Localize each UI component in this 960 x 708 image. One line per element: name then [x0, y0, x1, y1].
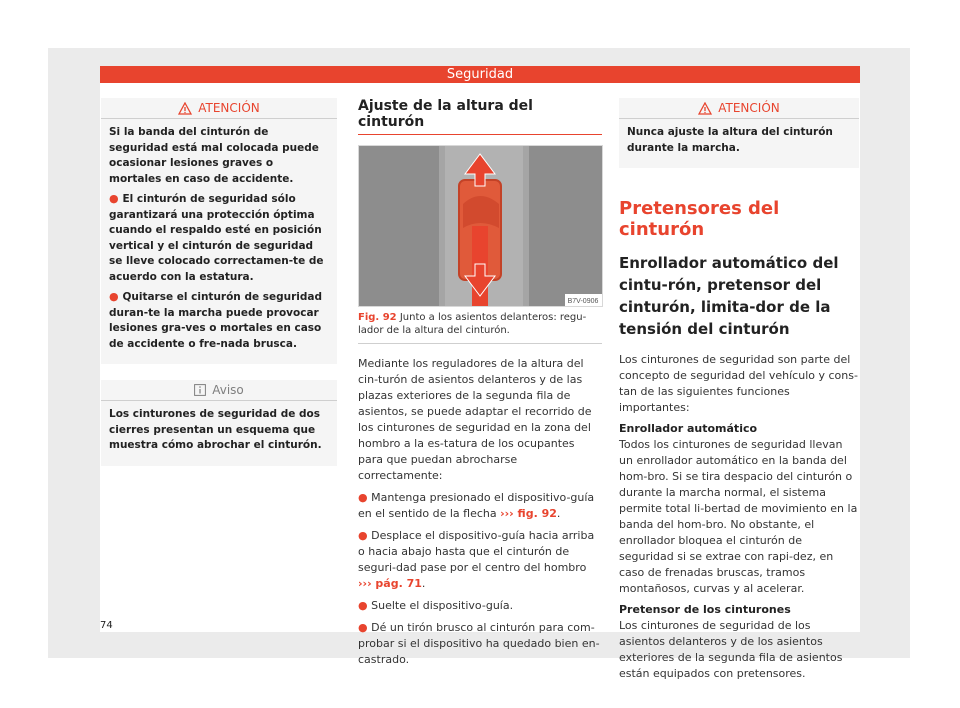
middle-column — [358, 98, 602, 674]
pretensores-title: Pretensores del cinturón — [619, 198, 780, 240]
pretensores-intro: Los cinturones de seguridad son parte del concepto de seguridad del vehículo y cons-tan de las siguientes funciones importantes: — [619, 353, 858, 414]
bullet-icon: ● — [109, 192, 123, 205]
pretensor-text: Los cinturones de seguridad de los asientos delanteros y de los asientos exteriores de la segunda fila de asientos están equipados con pretensores. — [619, 619, 843, 680]
enrollador-heading: Enrollador automático — [619, 422, 758, 435]
warning-text-2: Nunca ajuste la altura del cinturón durante la marcha. — [627, 126, 833, 154]
right-column — [619, 98, 859, 688]
pretensor-heading: Pretensor de los cinturones — [619, 603, 791, 616]
info-icon — [194, 384, 206, 396]
figure-caption-text: Junto a los asientos delanteros: regu-lador de la altura del cinturón. — [358, 312, 587, 336]
figure-label: Fig. 92 — [358, 312, 397, 323]
warning-title: ATENCIÓN — [198, 101, 260, 115]
page-header: Seguridad — [100, 66, 860, 83]
figure-caption — [358, 307, 602, 344]
bullet-icon: ● — [109, 290, 123, 303]
aviso-text: Los cinturones de seguridad de dos cierres presentan un esquema que muestra cómo abrochar el cinturón. — [109, 408, 322, 451]
aviso-header — [101, 380, 337, 401]
step-item: ● Dé un tirón brusco al cinturón para com-probar si el dispositivo ha quedado bien en-castrado. — [358, 621, 600, 666]
enrollador-text: Todos los cinturones de seguridad llevan un enrollador automático en la banda del hom-bro. Si se tira despacio del cinturón o durante la marcha normal, el sistema permite total li-bertad de movimiento en la banda del hom-bro. No obstante, el enrollador bloquea el cinturón de seguridad si se extrae con rapi-dez, en caso de frenadas bruscas, tramos montañosos, curvas y al acelerar. — [619, 438, 858, 595]
warning-body-2 — [619, 119, 859, 168]
warning-body — [101, 119, 337, 364]
pretensores-subtitle: Enrollador automático del cintu-rón, pretensor del cinturón, limita-dor de la tensión del cinturón — [619, 254, 839, 338]
warning-icon — [178, 102, 192, 115]
warning-intro: Si la banda del cinturón de seguridad está mal colocada puede ocasionar lesiones graves o mortales en caso de accidente. — [109, 126, 319, 185]
warning-bullet: ● El cinturón de seguridad sólo garantizará una protección óptima cuando el respaldo esté en posición vertical y el cinturón de seguridad se lleve colocado correctamen-te de acuerdo con la estatura. — [109, 192, 324, 283]
section-intro: Mediante los reguladores de la altura del cin-turón de asientos delanteros y de las plazas exteriores de la segunda fila de asientos, se puede adaptar el recorrido de los cinturones de seguridad en la zona del hombro a la es-tatura de los ocupantes para que puedan abrocharse correctamente: — [358, 357, 592, 482]
warning-title-2: ATENCIÓN — [718, 101, 780, 115]
warning-header — [101, 98, 337, 119]
section-title: Ajuste de la altura del cinturón — [358, 98, 602, 135]
fig-92-link[interactable]: ››› fig. 92 — [500, 507, 557, 520]
warning-box — [101, 98, 337, 364]
step-item: ● Mantenga presionado el dispositivo-guía en el sentido de la flecha ››› fig. 92. — [358, 491, 595, 520]
step-item: ● Desplace el dispositivo-guía hacia arriba o hacia abajo hasta que el cinturón de seguri-dad pase por el centro del hombro ››› pág. 71. — [358, 529, 595, 590]
aviso-box — [101, 380, 337, 466]
page-71-link[interactable]: ››› pág. 71 — [358, 577, 422, 590]
aviso-title: Aviso — [212, 383, 244, 397]
warning-icon — [698, 102, 712, 115]
step-item: ● Suelte el dispositivo-guía. — [358, 599, 514, 612]
warning-box-2 — [619, 98, 859, 168]
figure-code: B7V-0906 — [567, 298, 599, 305]
warning-bullet: ● Quitarse el cinturón de seguridad duran-te la marcha puede provocar lesiones gra-ves o mortales en caso de accidente o fre-nada brusca. — [109, 290, 322, 350]
page-number: 74 — [100, 620, 113, 631]
figure-92 — [358, 145, 603, 307]
belt-height-adjuster-illustration — [359, 146, 602, 306]
warning-header-2 — [619, 98, 859, 119]
aviso-body — [101, 401, 337, 466]
left-column — [101, 98, 337, 466]
